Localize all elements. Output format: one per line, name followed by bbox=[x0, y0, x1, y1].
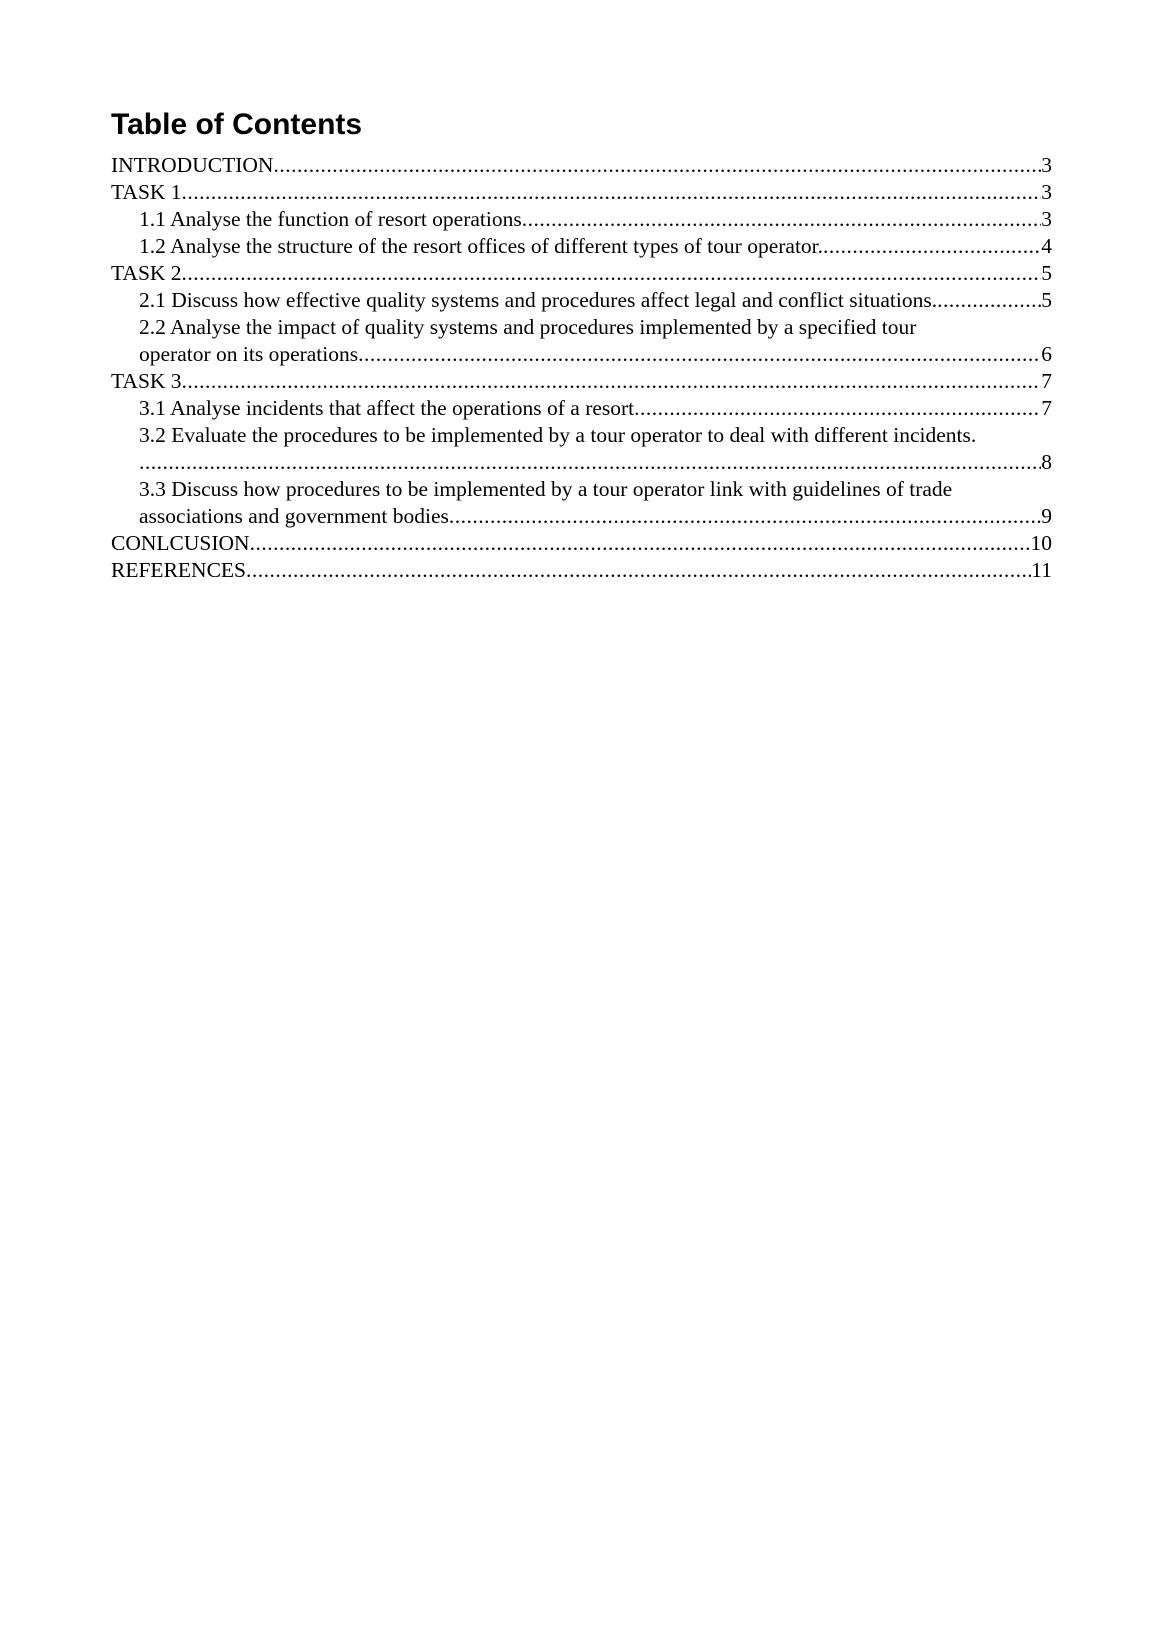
toc-entry-page: 3 bbox=[1041, 153, 1052, 177]
toc-entry-label: 1.2 Analyse the structure of the resort offices of different types of tour operator. bbox=[139, 234, 824, 258]
toc-entry-page: 7 bbox=[1041, 396, 1052, 420]
toc-entry-label: 1.1 Analyse the function of resort operations bbox=[139, 207, 522, 231]
toc-entry-label-line-1: 2.2 Analyse the impact of quality systems and procedures implemented by a specified tour bbox=[139, 315, 917, 339]
toc-entry-label: REFERENCES bbox=[111, 558, 246, 582]
toc-entry-task-2[interactable] bbox=[111, 260, 1052, 287]
toc-entry-page: 8 bbox=[1041, 450, 1052, 474]
toc-entry-label: TASK 3 bbox=[111, 369, 182, 393]
toc-entry-page: 3 bbox=[1041, 207, 1052, 231]
toc-dot-leader bbox=[182, 368, 1042, 395]
toc-title: Table of Contents bbox=[111, 108, 363, 141]
toc-dot-leader bbox=[937, 287, 1041, 314]
toc-dot-leader bbox=[182, 260, 1042, 287]
toc-dot-leader bbox=[246, 557, 1031, 584]
toc-entry-label: 2.1 Discuss how effective quality systems and procedures affect legal and conflict situations. bbox=[139, 288, 938, 312]
toc-entry-page: 5 bbox=[1041, 288, 1052, 312]
toc-entry-page: 7 bbox=[1041, 369, 1052, 393]
toc-dot-leader bbox=[522, 206, 1042, 233]
toc-entry-page: 10 bbox=[1030, 531, 1052, 555]
toc-dot-leader bbox=[358, 341, 1041, 368]
toc-dot-leader bbox=[139, 449, 1041, 476]
toc-entry-label: INTRODUCTION bbox=[111, 153, 274, 177]
toc-dot-leader bbox=[449, 503, 1041, 530]
toc-entry-1-2[interactable] bbox=[111, 233, 1052, 260]
toc-entry-page: 11 bbox=[1031, 558, 1052, 582]
toc-entry-references[interactable] bbox=[111, 557, 1052, 584]
toc-dot-leader bbox=[634, 395, 1041, 422]
toc-entry-label-line-2: operator on its operations bbox=[139, 342, 359, 366]
toc-entry-label-line-1: 3.3 Discuss how procedures to be implemented by a tour operator link with guidelines of trade bbox=[139, 477, 953, 501]
toc-entry-conclusion[interactable] bbox=[111, 530, 1052, 557]
toc-entry-page: 9 bbox=[1041, 504, 1052, 528]
toc-entry-label: CONLCUSION bbox=[111, 531, 250, 555]
toc-entry-label-line-1: 3.2 Evaluate the procedures to be implemented by a tour operator to deal with different incidents. bbox=[139, 423, 977, 447]
toc-entry-page: 3 bbox=[1041, 180, 1052, 204]
toc-entry-label: TASK 1 bbox=[111, 180, 182, 204]
toc-entry-label: TASK 2 bbox=[111, 261, 182, 285]
toc-entry-second-line bbox=[139, 449, 1052, 476]
toc-entry-second-line bbox=[139, 341, 1052, 368]
toc-entry-page: 6 bbox=[1041, 342, 1052, 366]
toc-entry-page: 5 bbox=[1041, 261, 1052, 285]
toc-entry-introduction[interactable] bbox=[111, 152, 1052, 179]
toc-entry-2-1[interactable] bbox=[111, 287, 1052, 314]
toc-entry-task-3[interactable] bbox=[111, 368, 1052, 395]
toc-entry-task-1[interactable] bbox=[111, 179, 1052, 206]
toc-entry-1-1[interactable] bbox=[111, 206, 1052, 233]
toc-entry-page: 4 bbox=[1041, 234, 1052, 258]
toc-dot-leader bbox=[182, 179, 1042, 206]
toc-entry-3-2[interactable] bbox=[111, 422, 1052, 476]
toc-entry-second-line bbox=[139, 503, 1052, 530]
toc-entry-2-2[interactable] bbox=[111, 314, 1052, 368]
toc-entry-label-line-2: associations and government bodies bbox=[139, 504, 449, 528]
toc-dot-leader bbox=[250, 530, 1031, 557]
toc-list bbox=[111, 152, 1052, 584]
toc-dot-leader bbox=[273, 152, 1041, 179]
toc-entry-label: 3.1 Analyse incidents that affect the operations of a resort bbox=[139, 396, 635, 420]
toc-entry-3-3[interactable] bbox=[111, 476, 1052, 530]
document-page bbox=[111, 108, 1052, 584]
toc-dot-leader bbox=[823, 233, 1041, 260]
toc-entry-3-1[interactable] bbox=[111, 395, 1052, 422]
